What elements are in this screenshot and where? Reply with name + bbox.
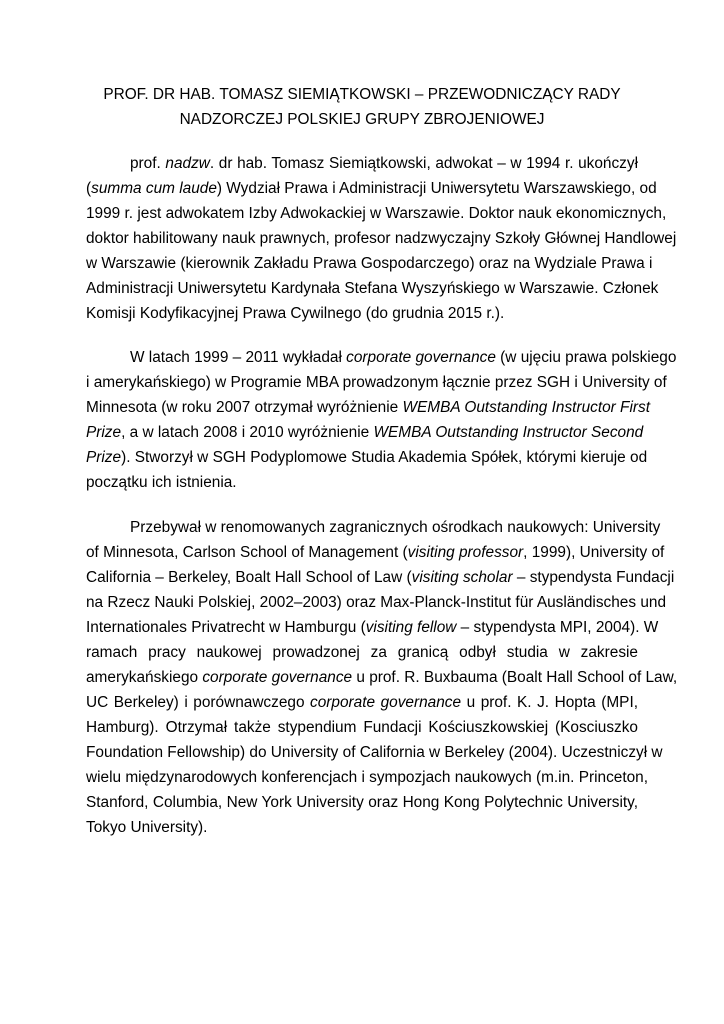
text-run: początku ich istnienia. [86,474,237,491]
text-line [86,590,667,615]
text-run: ) Wydział Prawa i Administracji Uniwersytetu Warszawskiego, od [216,180,657,197]
paragraph-education [86,151,677,326]
italic-text: visiting scholar [411,569,513,586]
text-run: i amerykańskiego) w Programie MBA prowadzonym łącznie przez SGH i University of [86,374,667,391]
text-line [86,640,638,665]
text-run: . dr hab. Tomasz Siemiątkowski, adwokat – w 1994 r. ukończył [209,155,638,172]
italic-text: nadzw [165,155,210,172]
text-line [86,615,659,640]
text-run: Komisji Kodyfikacyjnej Prawa Cywilnego (do grudnia 2015 r.). [86,305,505,322]
text-run: of Minnesota, Carlson School of Management ( [86,544,408,561]
text-line [86,690,638,715]
text-line [86,201,667,226]
text-run: Przebywał w renomowanych zagranicznych ośrodkach naukowych: University [130,519,661,536]
text-line [86,540,665,565]
text-run: UC Berkeley) i porównawczego [86,694,311,711]
document-title [86,82,638,132]
text-run: Minnesota (w roku 2007 otrzymał wyróżnienie [86,399,403,416]
text-line [86,565,675,590]
text-line [86,765,649,790]
text-run: ramach pracy naukowej prowadzonej za granicą odbył studia w zakresie [86,644,638,661]
paragraph-teaching [86,345,677,495]
text-line [86,251,653,276]
italic-text: Prize [86,449,122,466]
italic-text: summa cum laude [91,180,217,197]
italic-text: WEMBA Outstanding Instructor Second [373,424,644,441]
text-line [86,151,638,176]
text-run: doktor habilitowany nauk prawnych, profesor nadzwyczajny Szkoły Głównej Handlowej [86,230,677,247]
title-line: NADZORCZEJ POLSKIEJ GRUPY ZBROJENIOWEJ [179,111,545,128]
text-line [86,395,650,420]
text-run: ( [86,180,92,197]
text-line [86,445,648,470]
italic-text: corporate governance [346,349,496,366]
text-run: ). Stworzył w SGH Podyplomowe Studia Akademia Spółek, którymi kieruje od [121,449,648,466]
text-line [86,715,638,740]
text-run: 1999 r. jest adwokatem Izby Adwokackiej w Warszawie. Doktor nauk ekonomicznych, [86,205,667,222]
text-run: – stypendysta MPI, 2004). W [456,619,659,636]
italic-text: corporate governance [310,694,462,711]
paragraph-research-abroad [86,515,678,840]
text-line [86,815,638,840]
text-run: Stanford, Columbia, New York University oraz Hong Kong Polytechnic University, [86,794,638,811]
text-run: (w ujęciu prawa polskiego [495,349,677,366]
text-run: California – Berkeley, Boalt Hall School of Law ( [86,569,412,586]
text-line [86,345,677,370]
text-run: Hamburg). Otrzymał także stypendium Fundacji Kościuszkowskiej (Kosciuszko [86,719,638,736]
text-line [86,176,657,201]
text-line [86,665,678,690]
text-run: Internationales Privatrecht w Hamburgu ( [86,619,366,636]
text-run: prof. [130,155,166,172]
italic-text: Prize [86,424,122,441]
text-line [86,370,667,395]
italic-text: WEMBA Outstanding Instructor First [402,399,650,416]
text-run: w Warszawie (kierownik Zakładu Prawa Gospodarczego) oraz na Wydziale Prawa i [86,255,653,272]
text-run: Foundation Fellowship) do University of California w Berkeley (2004). Uczestniczył w [86,744,663,761]
text-run: W latach 1999 – 2011 wykładał [130,349,347,366]
text-line [86,276,659,301]
text-line [86,515,661,540]
text-run: – stypendysta Fundacji [512,569,675,586]
text-run: Administracji Uniwersytetu Kardynała Stefana Wyszyńskiego w Warszawie. Członek [86,280,659,297]
text-line [86,301,638,326]
title-line: PROF. DR HAB. TOMASZ SIEMIĄTKOWSKI – PRZEWODNICZĄCY RADY [103,86,621,103]
text-line [86,740,663,765]
text-line [86,226,677,251]
text-run: , 1999), University of [523,544,665,561]
text-run: u prof. R. Buxbauma (Boalt Hall School of Law, [352,669,678,686]
text-line [86,790,638,815]
text-line [86,420,644,445]
text-run: , a w latach 2008 i 2010 wyróżnienie [121,424,374,441]
text-run: wielu międzynarodowych konferencjach i sympozjach naukowych (m.in. Princeton, [86,769,649,786]
italic-text: visiting professor [407,544,524,561]
text-run: amerykańskiego [86,669,203,686]
text-run: Tokyo University). [86,819,208,836]
italic-text: visiting fellow [365,619,457,636]
text-line [86,470,638,495]
italic-text: corporate governance [202,669,353,686]
text-run: u prof. K. J. Hopta (MPI, [461,694,638,711]
text-run: na Rzecz Nauki Polskiej, 2002–2003) oraz Max-Planck-Institut für Ausländisches und [86,594,667,611]
